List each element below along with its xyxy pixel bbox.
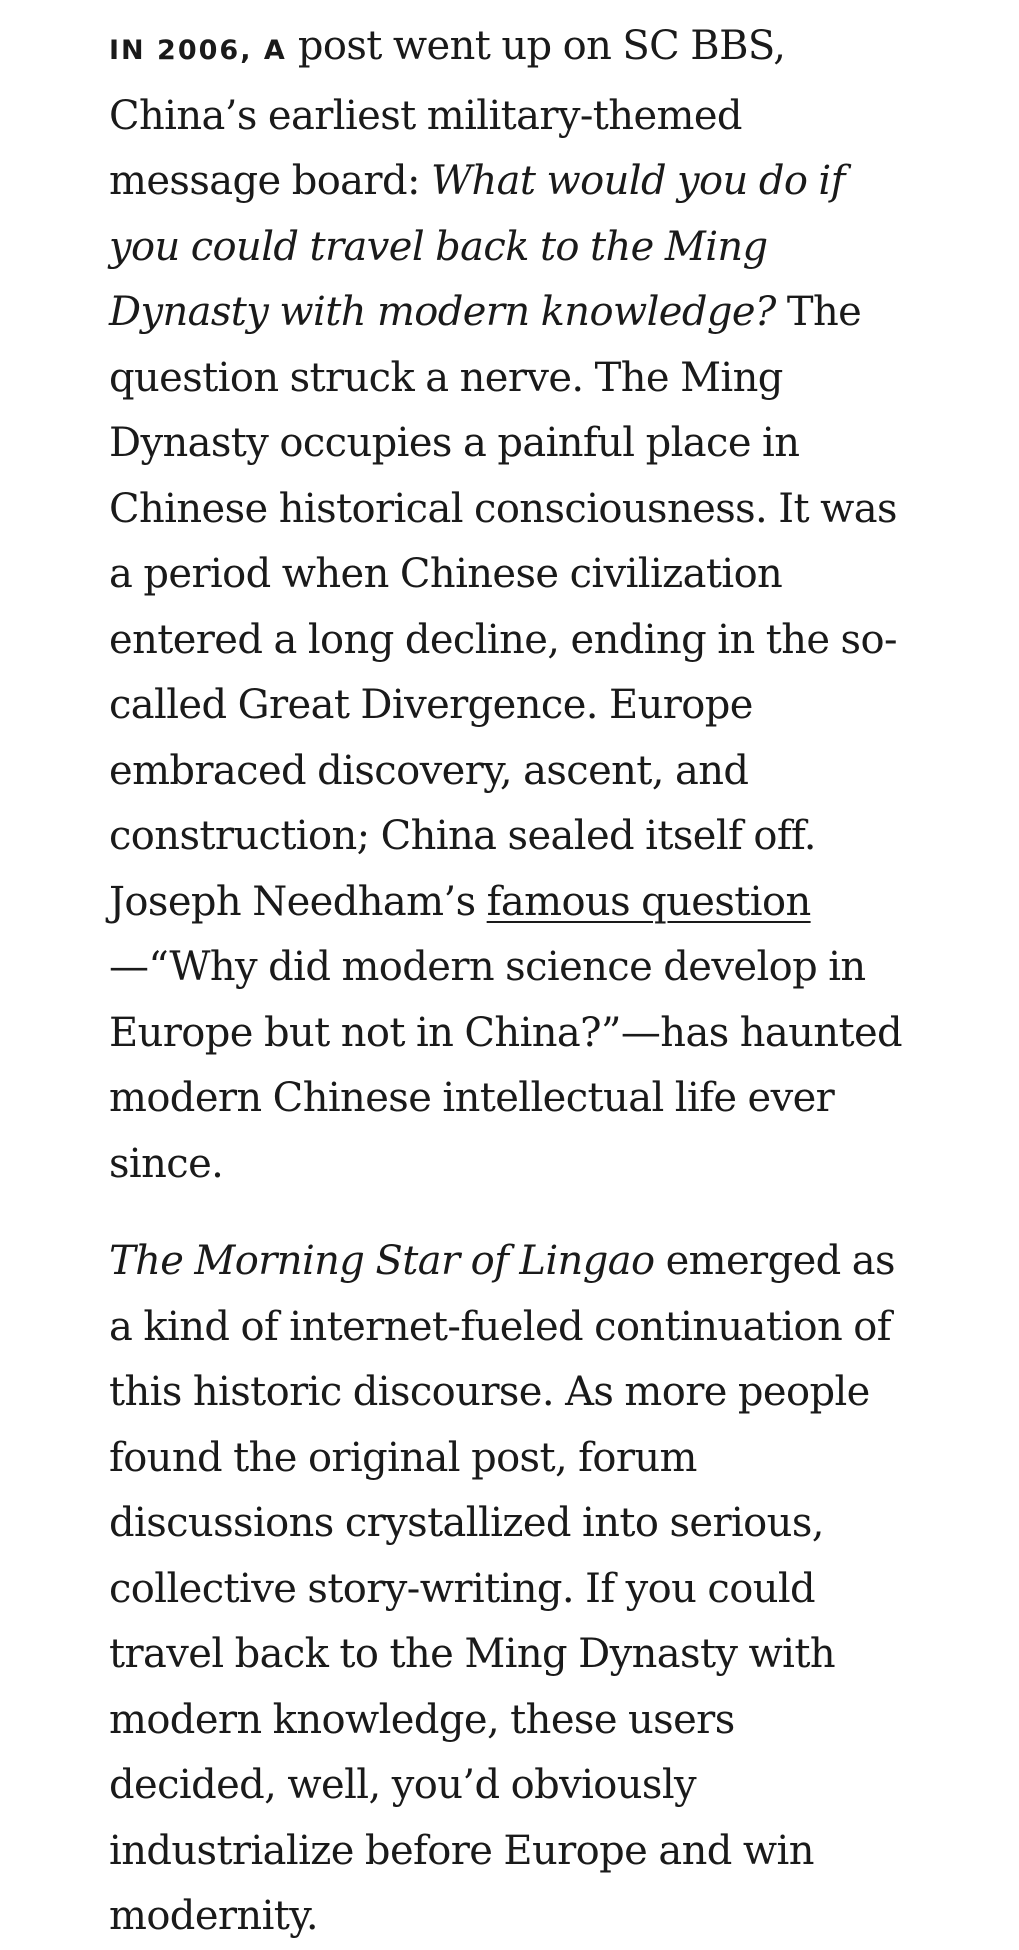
paragraph-1-text-b: The question struck a nerve. The Ming Dynasty occupies a painful place in Chinese historical consciousness. It was a period when Chinese civilization entered a long decline, ending in the so-called Great Divergence. Europe embraced discovery, ascent, and construction; China sealed itself off. Joseph Needham’s bbox=[109, 289, 897, 925]
paragraph-2 bbox=[109, 1229, 909, 1950]
book-title-italic: The Morning Star of Lingao bbox=[109, 1238, 655, 1284]
forum-question-italic: What would you do if you could travel back to the Ming Dynasty with modern knowledge? bbox=[109, 158, 845, 335]
paragraph-1 bbox=[109, 14, 909, 1197]
paragraph-1-text-c: —“Why did modern science develop in Europe but not in China?”—has haunted modern Chinese intellectual life ever since. bbox=[109, 944, 903, 1187]
lead-in-small-caps: IN 2006, A bbox=[109, 35, 287, 66]
paragraph-2-text: emerged as a kind of internet-fueled continuation of this historic discourse. As more people found the original post, forum discussions crystallized into serious, collective story-writing. If you could travel back to the Ming Dynasty with modern knowledge, these users decided, well, you’d obviously industrialize before Europe and win modernity. bbox=[109, 1238, 895, 1939]
article-body bbox=[109, 14, 909, 1950]
paragraph-1-text-a: post went up on SC BBS, China’s earliest military-themed message board: bbox=[109, 23, 786, 204]
famous-question-link[interactable]: famous question bbox=[486, 878, 811, 925]
